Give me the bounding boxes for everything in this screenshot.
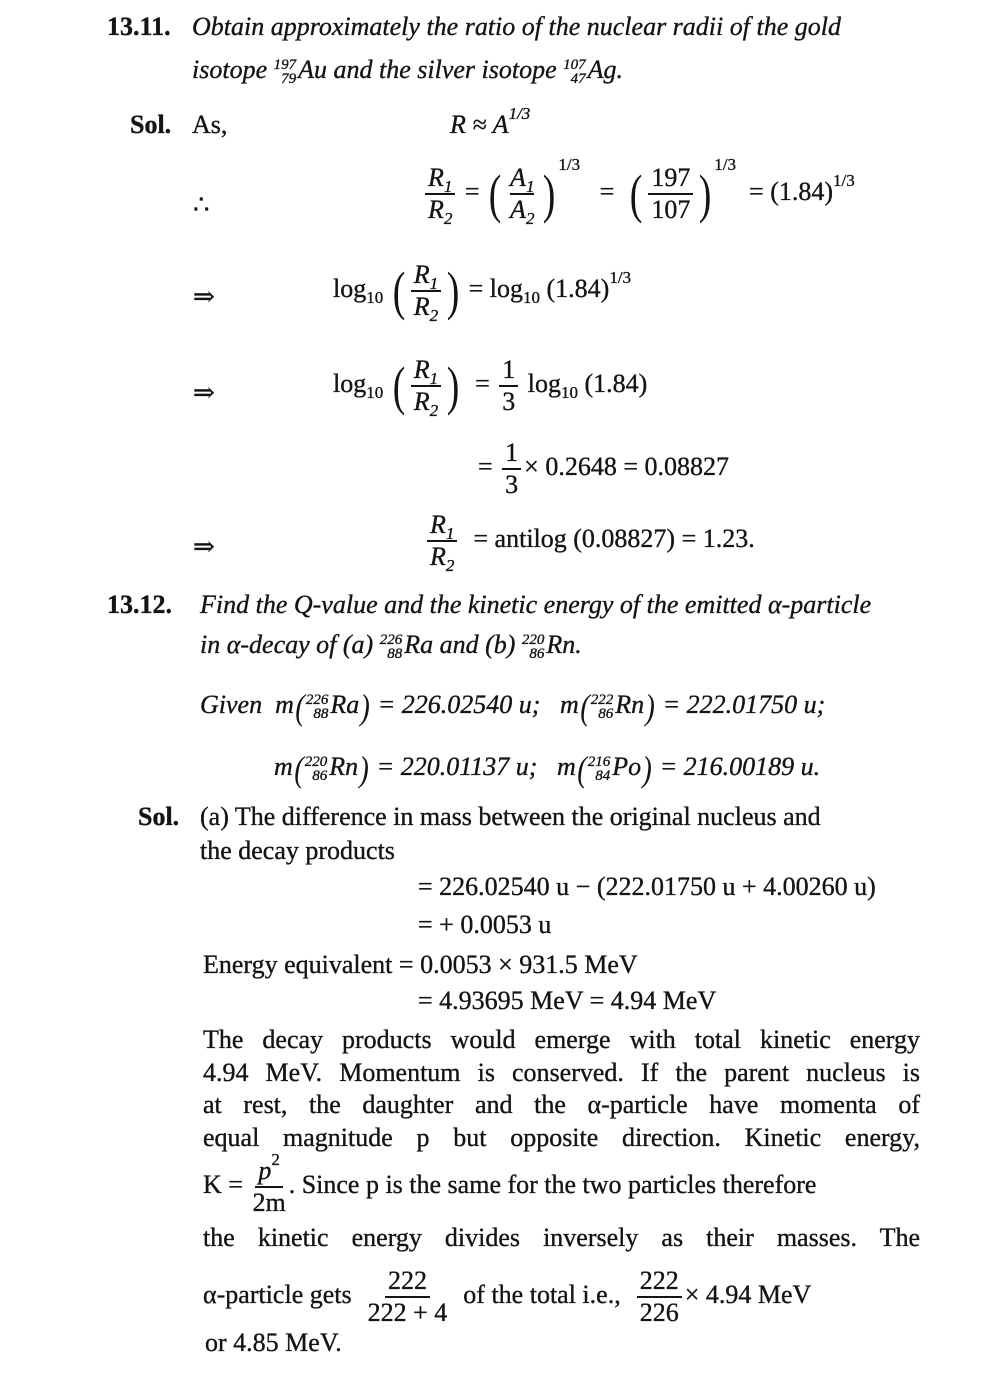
solution-label: Sol. <box>138 802 180 831</box>
implies-symbol: ⇒ <box>193 282 215 311</box>
equals: = <box>599 177 615 206</box>
paragraph <box>203 1024 920 1154</box>
final-answer: or 4.85 MeV. <box>205 1328 342 1357</box>
question-number: 13.11. <box>107 12 171 41</box>
equation-numeric: = $\frac{1}{3}$ × 0.2648 = 0.08827 <box>478 438 729 499</box>
nuclide-ag <box>563 58 586 86</box>
fraction-r1-r2: $\frac{R_1}{R_2}$ <box>425 165 455 223</box>
given-masses-line1: Given m( 226 88 Ra) = 226.02540 u; m( 222 86 Rn) = 222.01750 u; <box>200 687 826 728</box>
solution-label: Sol. <box>130 110 172 139</box>
text: As, <box>192 110 228 139</box>
mass-number: 107 <box>563 57 586 74</box>
text: (a) The difference in mass between the original nucleus and <box>200 802 821 831</box>
equation-log: $\log_{10}$ ( $\frac{R_1}{R_2}$ ) = $\log_{10} (1.84)^{1/3}$ <box>333 260 632 325</box>
equation-log-2: $\log_{10}$ ( $\frac{R_1}{R_2}$ ) = $\frac{1}{3}$ $\log_{10} (1.84)$ <box>333 355 648 420</box>
energy-result: = 4.93695 MeV = 4.94 MeV <box>418 986 717 1015</box>
nuclide-au <box>274 58 297 86</box>
paragraph-line: 4.94 MeV. Momentum is conserved. If the parent nucleus is <box>203 1057 920 1087</box>
kinetic-energy-eq: K = $\frac{p^2}{2m}$ . Since p is the same for the two particles therefore <box>203 1150 817 1217</box>
equals: = <box>464 177 480 206</box>
question-text: Obtain approximately the ratio of the nuclear radii of the gold <box>192 12 841 41</box>
paragraph-line: The decay products would emerge with total kinetic energy <box>203 1025 920 1054</box>
implies-symbol: ⇒ <box>193 378 215 407</box>
symbol: Au <box>298 55 327 84</box>
therefore-symbol: ∴ <box>193 190 210 219</box>
alpha-share-eq: α-particle gets $\frac{222}{222 + 4}$ of the total i.e., $\frac{222}{226}$ × 4.94 MeV <box>203 1266 812 1327</box>
question-text-line2: in α-decay of (a) 226 88 Ra and (b) 220 86 Rn. <box>200 630 582 663</box>
text: R ≈ A <box>450 110 509 139</box>
text: the decay products <box>200 836 395 865</box>
text: the kinetic energy divides inversely as their masses. The <box>203 1223 920 1252</box>
paragraph-line: equal magnitude p but opposite direction. Kinetic energy, <box>203 1122 920 1152</box>
implies-symbol: ⇒ <box>193 532 215 561</box>
fraction-a1-a2: $\frac{A_1}{A_2}$ <box>510 163 535 229</box>
exponent: 1/3 <box>508 104 531 123</box>
text: isotope <box>192 55 268 84</box>
atomic-number: 47 <box>570 71 586 88</box>
given-masses-line2: m( 220 86 Rn) = 220.01137 u; m( 216 84 Po) = 216.00189 u. <box>274 749 821 790</box>
fraction-197-107: $\frac{197}{107}$ <box>648 165 693 223</box>
text: and the silver isotope <box>333 55 557 84</box>
equation-ratio: $\frac{R_1}{R_2}$ = ( $\frac{A_1}{A_2}$ ) $^{1/3}$ = ( $\frac{197}{107}$ ) $^{1/3} = (1.84)^{1/3}$ <box>422 165 855 223</box>
atomic-number: 79 <box>281 71 297 88</box>
question-number: 13.12. <box>107 590 172 619</box>
symbol: Ag. <box>587 55 624 84</box>
energy-equivalent: Energy equivalent = 0.0053 × 931.5 MeV <box>203 950 638 979</box>
mass-difference-eq: = 226.02540 u − (222.01750 u + 4.00260 u) <box>418 872 876 901</box>
equation-antilog: $\frac{R_1}{R_2}$ = antilog (0.08827) = 1.23. <box>424 512 755 570</box>
equation-r-approx <box>450 104 531 140</box>
question-text-line2 <box>192 55 623 86</box>
paragraph-line: at rest, the daughter and the α-particle have momenta of <box>203 1090 920 1119</box>
mass-difference-result: = + 0.0053 u <box>418 910 552 939</box>
mass-number: 197 <box>273 57 297 74</box>
question-text: Find the Q-value and the kinetic energy of the emitted α-particle <box>200 590 872 619</box>
value: = (1.84) <box>749 177 834 206</box>
